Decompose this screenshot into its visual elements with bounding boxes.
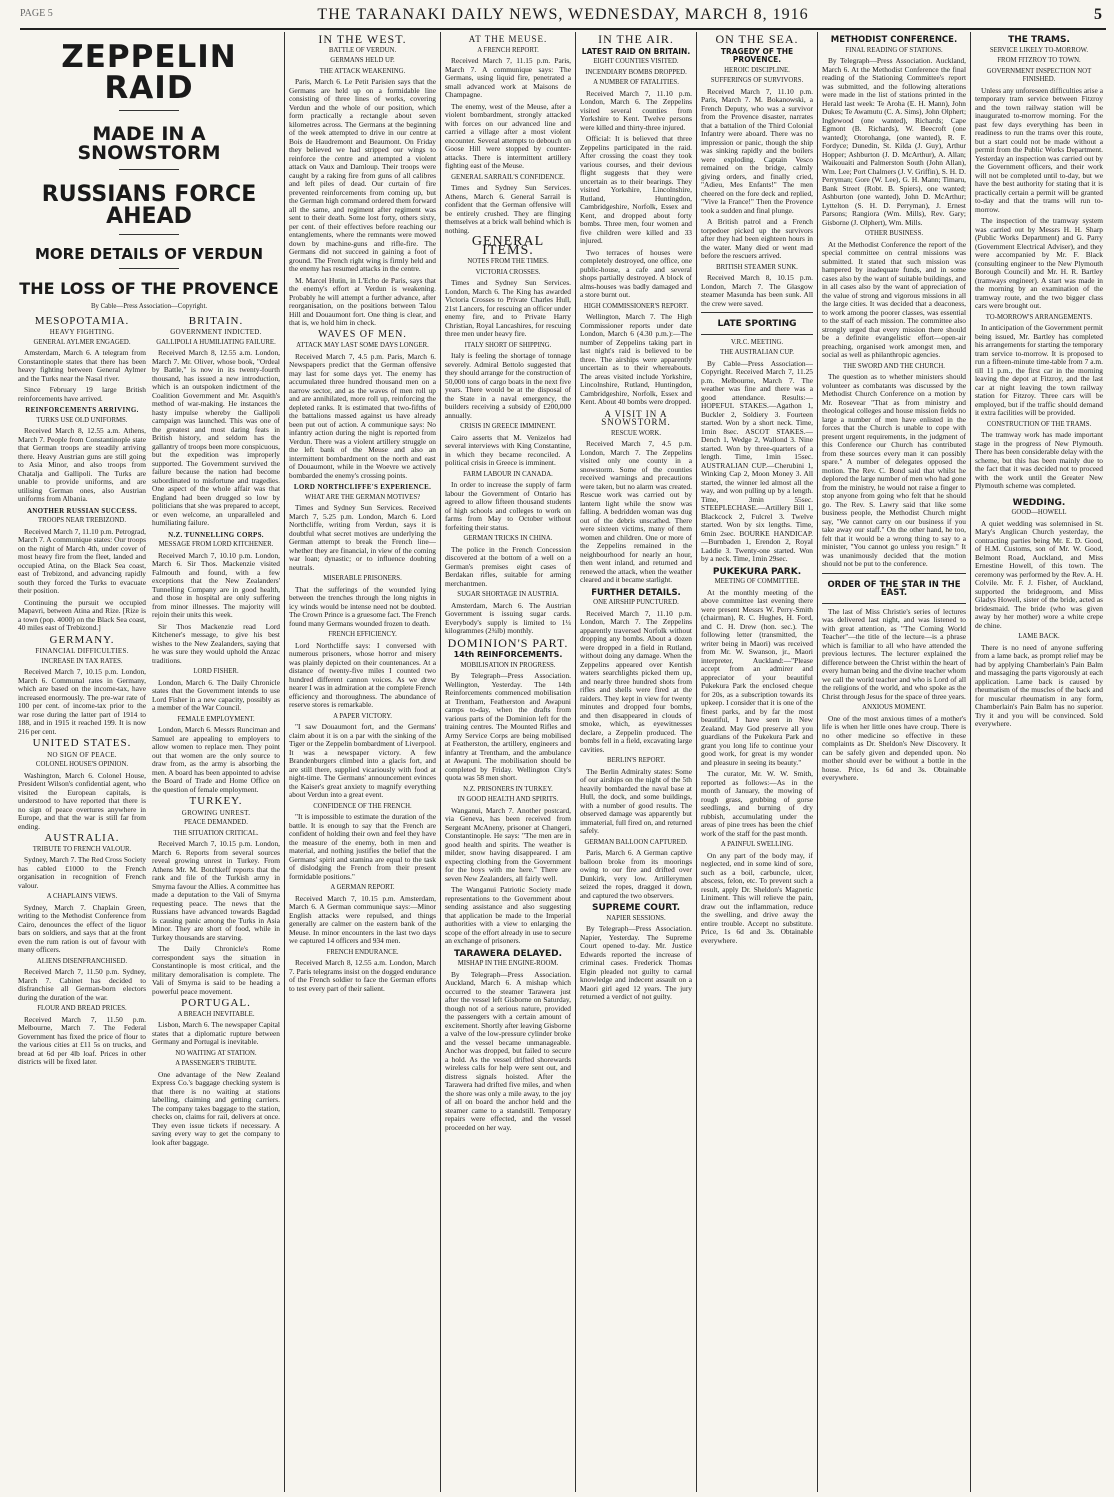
subhead: FINAL READING OF STATIONS.: [845, 46, 943, 54]
article-text: Sir Thos Mackenzie read Lord Kitchener's message, to give his best wishes to the New Zealanders, saying that he was sure they would uphold the Anzac traditions.: [152, 621, 280, 665]
subcol-left: [18, 314, 146, 1151]
article-text: One of the most anxious times of a mother's life is when her little ones have croup. There is no other medicine so effective in these complaints as Dr. Sheldon's New Discovery. It can be safely given and depended upon. No mother should ever be without a bottle in the house. Price, 1s 6d and 3s. Obtainable everywhere.: [822, 713, 966, 782]
article-text: Since February 19 large British reinforcements have arrived.: [18, 385, 146, 403]
column-rule: [970, 32, 971, 1492]
subhead: PEACE DEMANDED.: [184, 819, 248, 826]
article-text: The enemy, west of the Meuse, after a violent bombardment, strongly attacked with forces on our advanced line and carried a village after a most violent encounter. Several attempts to debouch on Goose Hill were stopped by counter-attacks. There is intermittent artillery fighting east of the Meuse.: [445, 101, 571, 170]
subhead: FARM LABOUR IN CANADA.: [463, 470, 553, 478]
article-text: Lisbon, March 6. The newspaper Capital states that a diplomatic rupture between Germany and Portugal is inevitable.: [152, 1020, 280, 1046]
subhead: CRISIS IN GREECE IMMINENT.: [460, 423, 556, 430]
byline: By Cable—Press Association—Copyright.: [90, 303, 208, 310]
subhead: INCENDIARY BOMBS DROPPED.: [585, 68, 687, 76]
subhead: COLONEL HOUSE'S OPINION.: [35, 761, 129, 768]
headline-snowstorm: MADE IN A SNOWSTORM: [77, 123, 221, 164]
article-text: "I saw Douaumont fort, and the Germans' claim about it is on a par with the sinking of the Tiger or the Zeppelin bombardment of Liverpool. It was a newspaper victory. A few Brandenburgers climbed into a glacis fort, and are still there, supplied vicariously with food at night-time. The Germans' announcement evinces the Kaiser's great anxiety to magnify everything about Verdun into a great event.: [289, 722, 436, 799]
subhead: NAPIER SESSIONS.: [606, 914, 666, 922]
subhead: FLOUR AND BREAD PRICES.: [37, 1005, 127, 1012]
subhead: A FRENCH REPORT.: [477, 46, 539, 54]
subhead: VICTORIA CROSSES.: [475, 268, 541, 276]
subhead: GERMAN BALLOON CAPTURED.: [584, 838, 688, 846]
article-text: In order to increase the supply of farm labour the Government of Ontario has agreed to allow fifteen thousand students of high schools and colleges to work on farms from May to October without forfeiting their status.: [445, 480, 571, 532]
article-text: Sydney, March 7. The Red Cross Society has cabled £1000 to the French organisation in recognition of French valour.: [18, 855, 146, 890]
article-text: "It is impossible to estimate the duration of the battle. It is enough to say that the French are confident of holding their own and feel they have the measure of the enemy, both in men and material, and nothing justifies the belief that the Germans' spirit and stamina are equal to the task of dislodging the French from their present formidable positions.": [289, 812, 436, 881]
subhead: SUPREME COURT.: [592, 903, 680, 913]
subhead: FRENCH ENDURANCE.: [326, 948, 399, 956]
masthead-corner: PAGE 5: [20, 8, 53, 19]
subhead: HEAVY FIGHTING.: [49, 328, 115, 336]
article-text: The last of Miss Christie's series of lectures was delivered last night, and was listened to with great attention, as "The Coming World Teacher"—the title of the lecture—is a phrase which is familiar to all who have attended the previous lectures. The lecturer explained the difference between the Christ within the heart of every human being and the divine teacher whom we call the world teacher and who is Lord of all the religions of the world, and who spoke as the Christ through Jesus for the space of three years.: [822, 606, 966, 701]
subhead: LATEST RAID ON BRITAIN.: [581, 46, 691, 56]
article-text: In anticipation of the Government permit being issued, Mr. Bartley has completed his arrangements for starting the temporary tram service to-morrow. It is proposed to run a fifteen-minute time-table from 7 a.m. till 11 p.m., the first car in the morning leaving the depot at Fitzroy, and the last car at night leaving the town railway station for Fitzroy. Three cars will be employed, but if the traffic should demand it extra facilities will be provided.: [975, 323, 1103, 417]
section-heading: WEDDING.: [1012, 497, 1066, 508]
subhead: 14th REINFORCEMENTS.: [453, 650, 563, 659]
subhead: MISHAP IN THE ENGINE-ROOM.: [457, 960, 559, 967]
article-text: Received March 8, 12.55 a.m. London, March 7. Paris telegrams insist on the dogged endurance of the French soldier to face the German efforts to test every part of their salient.: [289, 958, 436, 993]
article-text: Received March 7, 11.10 p.m. Petrograd, March 7. A communique states: Our troops on the night of March 4th, under cover of most heavy fire from the fleet, landed and occupied Atina, on the Black Sea coast, east of Trebizond, and advancing rapidly south they forced the Turks to evacuate their position.: [18, 526, 146, 595]
subhead: A PASSENGER'S TRIBUTE.: [175, 1060, 257, 1067]
col-methodist: [822, 32, 966, 1492]
article-text: Received March 7, 11.50 p.m. Sydney, March 7. Cabinet has decided to disfranchise all German-born electors during the duration of the war.: [18, 967, 146, 1002]
subhead: NO WAITING AT STATION.: [175, 1049, 257, 1057]
subhead: SERVICE LIKELY TO-MORROW.: [989, 46, 1089, 54]
subhead: HIGH COMMISSIONER'S REPORT.: [583, 302, 689, 310]
subhead: FRENCH EFFICIENCY.: [328, 631, 397, 638]
section-heading: DOMINION'S PART.: [447, 635, 569, 650]
subhead: THE SWORD AND THE CHURCH.: [842, 362, 946, 370]
subhead: A NUMBER OF FATALITIES.: [593, 79, 679, 86]
article-text: That the sufferings of the wounded lying between the trenches through the long nights in icy winds would be intense need not be doubted. The Crown Prince is a gruesome fact. The French found many Germans wounded frozen to death.: [289, 584, 436, 628]
subhead: TO-MORROW'S ARRANGEMENTS.: [985, 313, 1093, 321]
australia-heading: AUSTRALIA.: [44, 832, 120, 844]
article-text: At the Methodist Conference the report of the special committee on central missions was submitted. It stated that such mission was hampered by inadequate funds, and in some cases also by the want of suitable buildings, and in all cases also by the want of appreciation of the value of strong and vigorous missions in all the large cities. It was decided that a deaconess, to work among the poorer classes, was essential to the staff of each mission. The committee also strongly urged that every mission there should be a definite evangelistic effort—open-air preaching, organised work amongst men, and social as well as philanthropic agencies.: [822, 239, 966, 359]
subhead: THE ATTACK WEAKENING.: [319, 67, 406, 75]
subhead: MESSAGE FROM LORD KITCHENER.: [158, 541, 274, 548]
col-meuse: [445, 32, 571, 1492]
subhead: SUFFERINGS OF SURVIVORS.: [710, 77, 804, 84]
article-text: The question as to whether ministers should volunteer as combatants was discussed by the Methodist Church Conference on a motion by Mr. Rosevear "That as from ministry and theological colleges and house mission fields no large a number of men have enlisted in the forces that the Church is unable to cope with present urgent requirements, in the judgment of this Conference our Church has contributed from these sources every man it can possibly spare." A number of delegates opposed the motion. The Rev. C. Bond said that whilst he deplored the large number of men who had gone from the ministry, he would not raise a finger to stop anyone from going who felt that he should go. The Rev. S. Lawry said that like some business people, the Methodist Church might say, "We cannot carry on our business if you take away our staff." On the other hand, he too, felt that it would be a wrong thing to say to a minister, "You cannot go unless you resign." It was unanimously decided that the motion should not be put to the conference.: [822, 372, 966, 568]
article-text: Received March 7, 4.5 p.m. Paris, March 6. Newspapers predict that the German offensive may last for some days yet. The enemy has accumulated three hundred thousand men on a narrow sector, and as the waves of men roll up and are annihilated, more roll up, reinforcing the depleted ranks. It is estimated that two-fifths of the battalions massed against us have already been put out of action. A communique says: No infantry action during the night is reported from Verdun. There was a violent artillery struggle on the left bank of the Meuse and also an intermittent bombardment on the north and east of Douaumont, while in the Woevre we actively bombarded the enemy's crossing points.: [289, 351, 436, 480]
article-text: Received March 7, 10.15 p.m. Amsterdam, March 6. A German communique says:—Minor English attacks were repulsed, and things generally are calmer on the eastern bank of the Meuse. In minor encounters in the last two days we captured 14 officers and 934 men.: [289, 893, 436, 945]
article-text: London, March 6. The Daily Chronicle states that the Government intends to use Lord Fisher in a new capacity, possibly as a member of the War Council.: [152, 677, 280, 712]
article-text: Times and Sydney Sun Services. Received March 7, 5.25 p.m. London, March 6. Lord Northcliffe, writing from Verdun, says it is doubtful what secret motives are underlying the German attempt to break the French line—whether they are financial, in view of the coming war loan; dynastic; or to influence doubting neutrals.: [289, 503, 436, 572]
subhead: ANXIOUS MOMENT.: [862, 704, 926, 711]
masthead: [20, 6, 1106, 30]
column-rule: [284, 32, 285, 1492]
subhead: REINFORCEMENTS ARRIVING.: [25, 406, 139, 414]
subhead: GENERAL AYLMER ENGAGED.: [33, 338, 131, 346]
subhead: RESCUE WORK.: [610, 429, 662, 437]
subhead: PUKEKURA PARK.: [712, 566, 802, 577]
article-text: Received March 7, 10.15 p.m. London, March 6. Reports from several sources reveal growing unrest in Turkey. From Athens Mr. M. Botchkeff reports that the rank and file of the Turkish army in Smyrna favour the Allies. A committee has made a deputation to the Vali of Smyrna requesting peace. The news that the Russians have advanced towards Bagdad is causing panic among the Turks in Asia Minor. They are short of food, while in Turkey thousands are starving.: [152, 839, 280, 942]
article-text: By Telegraph—Press Association. Auckland, March 6. At the Methodist Conference the final reading of the Stationing Committee's report was submitted, and the following alterations were made in the list of stations printed in the Herald last week: Te Aroha (E. H. Mann), John Dukes; Te Awamutu (C. A. Sims), John Olphert; Inglewood (one wanted), Richards; Cape Egmont (B. Richards), W. Beecroft (one wanted); Otorohanga, (one wanted), R. F. Fordyce; Dunedin, St. Kilda (J. Guy), Arthur Hopper; Ashburton (J. D. McArthur), A. Allan; Waikouaiti and Palmerston South (John Allan), Wm. Lee; Port Chalmers (J. V. Griffin), S. H. D. Perryman; Gore (W. Lee), G. H. Mann; Timaru, Bank Street (Robt. B. Spiers), one wanted; Ashburton (one wanted), John D. McArthur; Lyttelton (S. H. D. Perryman), J. Ernest Parsons; Rangiora (Wm. Mills), Rev. Gary; Gisborne (J. Olphert), Wm. Mills.: [822, 56, 966, 227]
col-air: [580, 32, 692, 1492]
subhead: GROWING UNREST.: [181, 808, 251, 817]
article-text: By Telegraph—Press Association. Wellington, Yesterday. The 14th Reinforcements commenced mobilisation at Trentham, Featherston and Awapuni camps to-day, when the drafts from various parts of the Dominion left for the training centres. The Mounted Rifles and Army Service Corps are being mobilised at Featherston, the artillery, engineers and infantry at Trentham, and the ambulance at Awapuni. The mobilisation should be completed by Friday. Wellington City's quota was 58 men short.: [445, 671, 571, 782]
newspaper-title: THE TARANAKI DAILY NEWS, WEDNESDAY, MARCH 8, 1916: [317, 6, 809, 23]
article-text: Amsterdam, March 6. A telegram from Constantinople states that there has been heavy fighting between General Aylmer and the Turks near the Nasal river.: [18, 348, 146, 383]
article-text: A quiet wedding was solemnised in St. Mary's Anglican Church yesterday, the contracting parties being Mr. E. D. Good, of H.M. Customs, son of Mr. W. Good, Belmont Road, Auckland, and Miss Ernestine Howell, of this town. The ceremony was performed by the Rev. A. H. Colvile. Mr. F. J. Fisher, of Auckland, supported the bridegroom, and Miss Gladys Howell, sister of the bride, acted as bridesmaid. The bride (who was given away by her mother) wore a white crepe de chine.: [975, 518, 1103, 630]
subhead: CONFIDENCE OF THE FRENCH.: [313, 802, 412, 810]
section-heading: IN THE WEST.: [318, 32, 407, 46]
subhead: ITALY SHORT OF SHIPPING.: [464, 341, 552, 349]
subhead: A GERMAN REPORT.: [330, 884, 395, 891]
article-text: On any part of the body may, if neglected, end in some kind of sore, such as a boil, carbuncle, ulcer, abscess, felon, etc. To prevent such a result, apply Dr. Sheldon's Magnetic Liniment. This will relieve the pain, draw out the inflammation, reduce the swelling, and drive away the entire trouble. Accept no substitute. Price, 1s 6d and 3s. Obtainable everywhere.: [701, 850, 813, 945]
britain-heading: BRITAIN.: [188, 314, 244, 327]
article-text: Unless any unforeseen difficulties arise a temporary tram service between Fitzroy and the town railway station will be inaugurated to-morrow morning. For the past few days everything has been in readiness to run the trams over this route, but a start could not be made without a permit from the Public Works Department. Yesterday an inspection was carried out by the Government officers, and their work will not be completed until to-day, but we have the best authority for stating that it is practically certain a permit will be granted to-day and that the trams will run to-morrow.: [975, 85, 1103, 214]
subhead: ALIENS DISENFRANCHISED.: [36, 957, 128, 965]
subcol-right: [152, 314, 280, 1151]
subhead: WHAT ARE THE GERMAN MOTIVES?: [304, 493, 421, 501]
article-text: Received March 7, 10.15 p.m. London, March 6. Communal rates in Germany, which are based on the income-tax, have increased enormously. The pre-war rate of 100 per cent. of income-tax prior to the war rose during the latter part of 1914 to 188, and in 1915 it reached 199. It is now 216 per cent.: [18, 667, 146, 736]
article-text: Continuing the pursuit we occupied Mapavri, between Atina and Rize. [Rize is a town (pop. 4000) on the Black Sea coast, 40 miles east of Trebizond.]: [18, 597, 146, 632]
subhead: OTHER BUSINESS.: [864, 230, 924, 237]
article-text: Received March 7, 4.5 p.m. London, March 7. The Zeppelins visited only one county in a snowstorm. Some of the counties received warnings and precautions were taken, but no alarm was created. Rescue work was carried out by lantern light while the snow was falling. A bedridden woman was dug out of the debris unscathed. There were sixteen victims, many of them women and children. One or more of the Zeppelins remained in the neighbourhood for nearly an hour, then went inland, and returned and renewed the attack, when the weather cleared and it became starlight.: [580, 439, 692, 584]
subhead: LORD NORTHCLIFFE'S EXPERIENCE.: [293, 483, 432, 491]
article-text: By Cable—Press Association—Copyright. Received March 7, 11.25 p.m. Melbourne, March 7. The weather was fine and there was a good attendance. Results:— HOPEFUL STAKES.—Agathon 1, Buckler 2, Soldiery 3. Fourteen started. Won by a short neck. Time, 1min 8sec. ASCOT STAKES.—Dench 1, Wedge 2, Wallond 3. Nine started. Won by three-quarters of a length. Time, 1min 15sec. AUSTRALIAN CUP.—Cherubini 1, Winking Cap 2, Moon Money 3. All started, the winner led almost all the way, and won pulling up by a length. Time, 3min 55sec. STEEPLECHASE.—Artillery Bill 1, Blackcock 2, Fulcrel 3. Twelve started. Won by six lengths. Time, 6min 2sec. BOURKE HANDICAP.—Burnbaden 1, Erendon 2, Royal Laddie 3. Twenty-one started. Won by a neck. Time, 1min 29sec.: [701, 358, 813, 563]
subhead: INCREASE IN TAX RATES.: [41, 657, 123, 665]
article-text: The Berlin Admiralty states: Some of our airships on the night of the 5th heavily bombarded the naval base at Hull, the dock, and some buildings, with a number of good results. The observed damage was apparently but immaterial, full fired on, and returned safely.: [580, 766, 692, 835]
article-text: Times and Sydney Sun Services. London, March 6. The King has awarded Victoria Crosses to Private Charles Hull, 21st Lancers, for rescuing an officer under enemy fire, and to Private Harry Christian, Royal Lancashires, for rescuing three men under heavy fire.: [445, 278, 571, 338]
us-heading: UNITED STATES.: [32, 737, 132, 749]
article-text: Lord Northcliffe says: I conversed with numerous prisoners, whose horror and misery was plainly depicted on their countenances. At a distance of twenty-five miles I counted two hundred different cannon voices. As we drew nearer I was in admiration at the complete French efficiency and thoroughness. The abundance of reserve stores is remarkable.: [289, 640, 436, 709]
article-text: Received March 7, 11.50 p.m. Melbourne, March 7. The Federal Government has fixed the price of flour to the various cities at £11 5s on trucks, and bread at 6d per 4lb loaf. Prices in other districts will be fixed later.: [18, 1014, 146, 1066]
article-text: Washington, March 6. Colonel House, President Wilson's confidential agent, who visited the European capitals, is understood to have reported that there is no sign of peace overtures anywhere in Europe, and that the war is still far from ending.: [18, 770, 146, 831]
subhead: THE AUSTRALIAN CUP.: [720, 349, 794, 356]
article-text: Received March 7, 11.10 p.m. London, March 7. The Zeppelins apparently traversed Norfolk without dropping any bombs. About a dozen were dropped in a field in Rutland, without doing any damage. When the Zeppelins appeared over Kentish waters searchlights picked them up, and nearly three hundred shots from rifles and shells were fired at the raiders. They kept in view for twenty minutes and dropped four bombs, and then disappeared in clouds of smoke, which, as eyewitnesses declare, a Zeppelin produced. The bombs fell in a field, excavating large cavities.: [580, 608, 692, 754]
section-heading: WAVES OF MEN.: [318, 328, 407, 340]
section-heading: LATE SPORTING: [717, 319, 797, 329]
headline-zeppelin: ZEPPELIN RAID: [61, 39, 237, 106]
subhead: FURTHER DETAILS.: [591, 587, 681, 598]
article-text: The police in the French Concession discovered at the bottom of a well on a German's premises eight cases of Berdakan rifles, suitable for arming merchantmen.: [445, 544, 571, 588]
column-rule: [817, 32, 818, 1492]
turkey-heading: TURKEY.: [189, 795, 243, 807]
subhead: BATTLE OF VERDUN.: [328, 46, 397, 54]
article-text: Received March 8, 12.55 a.m. London, March 7. Mr. Oliver, whose book, "Ordeal by Battle," is now in its twenty-fourth thousand, has issued a new introduction, which is an outspoken indictment of the Coalition Government and Mr. Asquith's method of war-making. He instances the hasty impulse whereby the Gallipoli campaign was launched. This was one of the greatest and most daring feats in British history, and seldom has the gallantry of troops been more conspicuous, but the expedition was improperly supported. The Government survived the failure because the nation had become subordinated to misfortune and tragedies. One aspect of the whole affair was that England had been drugged so low by politicians that she was prepared to accept, or even welcome, an unparalleled and humiliating failure.: [152, 348, 280, 527]
subhead: FEMALE EMPLOYMENT.: [177, 715, 255, 723]
germany-heading: GERMANY.: [49, 633, 115, 646]
subhead: GOVERNMENT INSPECTION NOT FINISHED.: [986, 67, 1092, 83]
subhead: LAME BACK.: [1018, 633, 1060, 640]
subhead: MEETING OF COMMITTEE.: [714, 578, 800, 585]
section-heading: METHODIST CONFERENCE.: [830, 35, 958, 45]
article-text: London, March 6. Messrs Runciman and Samuel are appealing to employers to allow women to replace men. They point out that women are the only source to draw from, as the army is absorbing the men. A board has been appointed to advise the Board of Trade and Home Office on the question of female employment.: [152, 725, 280, 794]
article-text: Received March 7, 11.10 p.m. London, March 6. The Zeppelins visited several counties from Yorkshire to Kent. Twelve persons were killed and thirty-three injured.: [580, 88, 692, 132]
subhead: BERLIN'S REPORT.: [606, 757, 666, 764]
subhead: NO SIGN OF PEACE.: [47, 750, 117, 759]
subhead: GERMAN TRICKS IN CHINA.: [463, 535, 553, 542]
subhead: MISERABLE PRISONERS.: [323, 575, 402, 582]
article-text: Received March 7, 10.10 p.m. London, March 6. Sir Thos. Mackenzie visited Falmouth and found, with a few exceptions that the New Zealanders' Tunnelling Company are in good health, and those in hospital are only suffering from minor illnesses. The majority will rejoin their units this week.: [152, 550, 280, 619]
article-text: Received March 7, 11.15 p.m. Paris, March 7. A communique says: The Germans, using liquid fire, penetrated a small advanced work at Maisons de Champagne.: [445, 56, 571, 99]
subhead: TARAWERA DELAYED.: [453, 948, 562, 959]
subhead: ATTACK MAY LAST SOME DAYS LONGER.: [296, 342, 429, 349]
headline-verdun: MORE DETAILS OF VERDUN: [34, 245, 264, 263]
subhead: MOBILISATION IN PROGRESS.: [460, 661, 556, 669]
subhead: EIGHT COUNTIES VISITED.: [593, 58, 679, 65]
subhead: FROM FITZROY TO TOWN.: [997, 57, 1081, 64]
subhead: V.R.C. MEETING.: [730, 338, 784, 346]
article-text: At the monthly meeting of the above committee last evening there were present Messrs W. Perry-Smith (chairman), R. C. Hughes, H. Ford, and C. H. Drew (hon. sec.). The following letter (transmitted, the writer being in Maori) was received from Mr. W. Swanson, jr., Maori interpreter, Auckland:—"Please accept from an admirer and appreciator of your beautiful Pukekura Park the enclosed cheque for 20s, as a subscription towards its upkeep. I consider that it is one of the finest parks, and by far the most beautiful, I have seen in New Zealand. May God preserve all you guardians of the Pukekura Park and grant you long life to continue your good work, for great is my wonder and pleasure in seeing its beauty.": [701, 587, 813, 767]
portugal-heading: PORTUGAL.: [181, 997, 251, 1009]
subhead: NOTES FROM THE TIMES.: [467, 258, 549, 265]
article-text: One advantage of the New Zealand Express Co.'s baggage checking system is that there is no waiting at stations labelling, claiming and getting carriers. The company takes baggage to the station, checks on, claims for rail, delivers at once. They even issue tickets if necessary. A saving every way to get the company to look after baggage.: [152, 1069, 280, 1147]
subhead: SUGAR SHORTAGE IN AUSTRIA.: [457, 591, 559, 598]
column-rule: [575, 32, 576, 1492]
section-heading: GENERAL ITEMS.: [471, 234, 545, 258]
article-text: The Wanganui Patriotic Society made representations to the Government about sending assistance and also suggesting that application be made to the Imperial authorities with a view to enlarging the scope of the effort already in use to secure an exchange of prisoners.: [445, 885, 571, 945]
article-text: Received March 8, 10.15 p.m. London, March 7. The Glasgow steamer Masunda has been sunk. All the crew were saved.: [701, 273, 813, 308]
article-text: The curator, Mr. W. W. Smith, reported as follows:—As in the month of January, the mowing of rough grass, grubbing of gorse seedlings, and burning of dry rubbish, accumulating under the areas of pine trees has been the chief work of the staff for the past month.: [701, 769, 813, 838]
meso-heading: MESOPOTAMIA.: [34, 314, 130, 327]
col-trams: [975, 32, 1103, 1492]
article-text: There is no need of anyone suffering from a lame back, as prompt relief may be had by applying Chamberlain's Pain Balm and massaging the parts vigorously at each application. Lame back is caused by rheumatism of the muscles of the back and for muscular rheumatism in any form, Chamberlain's Pain Balm has no superior. Try it and you will be convinced. Sold everywhere.: [975, 642, 1103, 728]
article-text: Paris, March 6. A German captive balloon broke from its moorings owing to our fire and drifted over Dunkirk, very low. Artillerymen seized the ropes, dragged it down, and captured the two observers.: [580, 848, 692, 900]
col-sea: [701, 32, 813, 1492]
column-rule: [440, 32, 441, 1492]
section-heading: A VISIT IN A SNOWSTORM.: [601, 408, 671, 427]
article-text: Cairo asserts that M. Venizelos had several interviews with King Constantine, in which they became reconciled. A political crisis in Greece is imminent.: [445, 432, 571, 467]
article-text: The inspection of the tramway system was carried out by Messrs H. H. Sharp (Public Works Department) and G. Parry (Government Electrical Adviser), and they were accompanied by Mr. F. Black (consulting engineer to the New Plymouth Borough Council) and Mr. H. R. Bartley (tramways engineer). A start was made in the morning by an examination of the tramway route, and the two bigger class cars were brought out.: [975, 216, 1103, 310]
subhead: A PAPER VICTORY.: [333, 712, 392, 720]
subhead: A CHAPLAIN'S VIEWS.: [46, 893, 118, 900]
headline-russians: RUSSIANS FORCE AHEAD: [41, 182, 257, 229]
subhead: FINANCIAL DIFFICULTIES.: [35, 647, 129, 655]
subhead: CONSTRUCTION OF THE TRAMS.: [986, 420, 1092, 428]
article-text: The Daily Chronicle's Rome correspondent says the situation in Constantinople is most critical, and the military demoralisation is complete. The Vali of Smyrna is said to be heading a powerful peace movement.: [152, 944, 280, 996]
subhead: TRAGEDY OF THE PROVENCE.: [720, 46, 794, 64]
section-heading: ORDER OF THE STAR IN THE EAST.: [827, 579, 961, 598]
col-west: [289, 32, 436, 1492]
article-text: By Telegraph—Press Association. Auckland, March 6. A mishap which occurred to the steamer Tarawera just after the vessel left Gisborne on Saturday, though not of a serious nature, provided the passengers with a certain amount of excitement. Shortly after leaving Gisborne a valve of the low-pressure cylinder broke and the vessel became unmanageable. Anchor was dropped, but failed to secure a hold. As the vessel drifted shorewards wireless calls for help were sent out, and distress signals hoisted. After the Tarawera had drifted five miles, and when the shore was only a mile away, to the joy of all on board the anchor held and the steamer came to a standstill. Temporary repairs were effected, and the vessel proceeded on her way.: [445, 969, 571, 1132]
subhead: TURKS USE OLD UNIFORMS.: [36, 416, 128, 424]
article-text: Wellington, March 7. The High Commissioner reports under date London, March 6 (4.30 p.m.):—The number of Zeppelins taking part in last night's raid is believed to be three. The airships were apparently uncertain as to their whereabouts. The areas visited include Yorkshire, Lincolnshire, Rutland, Huntingdon, Cambridgeshire, Norfolk, Essex and Kent. About 40 bombs were dropped.: [580, 312, 692, 406]
column-rule: [696, 32, 697, 1492]
section-heading: AT THE MEUSE.: [468, 34, 548, 44]
subhead: IN GOOD HEALTH AND SPIRITS.: [457, 796, 559, 803]
subhead: ONE AIRSHIP PUNCTURED.: [593, 599, 679, 606]
subhead: GOVERNMENT INDICTED.: [170, 328, 262, 336]
section-heading: ON THE SEA.: [715, 32, 799, 46]
article-text: Amsterdam, March 6. The Austrian Government is issuing sugar cards. Everybody's supply is limited to 1¼ kilogrammes (2¾lb) monthly.: [445, 600, 571, 635]
subhead: TROOPS NEAR TREBIZOND.: [37, 517, 127, 524]
subhead: N.Z. TUNNELLING CORPS.: [168, 530, 264, 539]
subhead: N.Z. PRISONERS IN TURKEY.: [463, 785, 553, 793]
subhead: TRIBUTE TO FRENCH VALOUR.: [32, 845, 132, 853]
col-lead: [18, 32, 280, 1492]
subhead: A BREACH INEVITABLE.: [177, 1010, 255, 1018]
article-text: M. Marcel Hutin, in L'Echo de Paris, says that the enemy's effort at Verdun is weakening. Probably he will attempt a further advance, after reorganisation, on the positions between Talou Hill and Douaumont fort. One thing is clear, and that is, we hold him in check.: [289, 275, 436, 327]
subhead: GENERAL SARRAIL'S CONFIDENCE.: [451, 173, 565, 181]
subhead: ANOTHER RUSSIAN SUCCESS.: [26, 506, 138, 515]
section-heading: THE TRAMS.: [1008, 35, 1070, 45]
headline-provence: THE LOSS OF THE PROVENCE: [19, 279, 279, 298]
subhead: LORD FISHER.: [193, 668, 239, 675]
subhead: BRITISH STEAMER SUNK.: [716, 263, 798, 271]
page-number: 5: [1094, 6, 1102, 23]
article-text: Paris, March 6. Le Petit Parisien says that the Germans are held up on a formidable line consisting of three lines of works, covering Verdun and the whole of our position, which form practically a rectangle about seven kilometres across. The Germans at the beginning of the week attempted to drive in our centre at Bois de Haudremont and Beaumont. On Friday they believed we had stripped our wings to reinforce the centre and attempted a violent attack on Vaux and Damloup. Their troops were caught by a raking fire from guns of all calibres and left piles of dead. Our curtain of fire prevented reinforcements from coming up, but the German high command ordered them forward all the same, and regiment after regiment was sent to their death. Some lost forty, others sixty, per cent. of their effectives before reaching our entanglements, where the remnants were mowed down by machine-guns and rifle-fire. The Germans did not succeed in gaining a foot of ground. The French right wing is firmly held and the enemy has resumed attacks in the centre.: [289, 77, 436, 273]
article-text: By Telegraph—Press Association. Napier, Yesterday. The Supreme Court opened to-day. Mr. Justice Edwards reported the increase of criminal cases. Frederick Thomas Elgin pleaded not guilty to carnal knowledge and indecent assault on a Maori girl aged 12 years. The jury returned a verdict of not guilty.: [580, 924, 692, 1001]
article-text: Two terraces of houses were completely destroyed, one office, one public-house, a cafe and several shops partially destroyed. A block of alms-houses was badly damaged and a store burnt out.: [580, 247, 692, 299]
article-text: The tramway work has made important stage in the progress of New Plymouth. There has been considerable delay with the scheme, but this has been mainly due to the fact that it was decided not to proceed with the work until the Greater New Plymouth scheme was completed.: [975, 430, 1103, 490]
subhead: HEROIC DISCIPLINE.: [724, 66, 790, 74]
subhead: A PAINFUL SWELLING.: [720, 841, 794, 848]
article-text: Sydney, March 7. Chaplain Green, writing to the Methodist Conference from Cairo, denounces the effect of the liquor bars on soldiers, and says that at the front even the rum ration is out of favour with many officers.: [18, 902, 146, 954]
article-text: Times and Sydney Sun Services. Athens, March 6. General Sarrail is confident that the German offensive will be entirely crushed. They are flinging themselves at a brick wall behind which is nothing.: [445, 183, 571, 235]
article-text: Received March 7, 11.10 p.m. Paris, March 7. M. Bokanowski, a French Deputy, who was a survivor from the Provence disaster, narrates that a battalion of the Third Colonial Infantry were aboard. There was no impression or panic, though the ship was sinking rapidly and the boilers were exploding. Captain Vesco remained on the bridge, calmly giving orders, and finally cried, "Adieu, Mes Enfants!" The men cheered on the fore deck and replied, "Vive la France!" Then the Provence took a sudden and final plunge.: [701, 86, 813, 215]
section-heading: IN THE AIR.: [598, 32, 674, 46]
subhead: GERMANS HELD UP.: [330, 57, 395, 64]
article-text: A British patrol and a French torpedoer picked up the survivors after they had been eighteen hours in the water. Many died or went mad before the rescuers arrived.: [701, 217, 813, 260]
subhead: GOOD—HOWELL: [1011, 509, 1067, 516]
article-text: Official: It is believed that three Zeppelins participated in the raid. After crossing the coast they took various courses, and their devious flight suggests that they were uncertain as to their bearings. They visited Yorkshire, Lincolnshire, Rutland, Huntingdon, Cambridgeshire, Norfolk, Essex and Kent, and dropped about forty bombs. Three men, four women and five children were killed and 33 injured.: [580, 134, 692, 245]
article-text: Received March 8, 12.55 a.m. Athens, March 7. People from Constantinople state that German troops are steadily arriving there. Heavy Austrian guns are still going to Asia Minor, and also troops from Chatalja and Gallipoli. The Turks are unable to provide uniforms, and are utilising German ones, also Austrian uniforms from Albania.: [18, 426, 146, 503]
article-text: Italy is feeling the shortage of tonnage severely. Admiral Bettolo suggested that they should arrange for the construction of 50,000 tons of cargo boats in the next five years. There would be at the disposal of the State in a naval emergency, the builders receiving a subsidy of £200,000 annually.: [445, 351, 571, 420]
article-text: Wanganui, March 7. Another postcard, via Geneva, has been received from Sergeant McAneny, prisoner at Changeri, Constantinople. He says: "The men are in good health and spirits. The weather is milder, snow having disappeared. I am expecting clothing from the Government for the boys with me here." There are seven New Zealanders, all fairly well.: [445, 805, 571, 883]
subhead: THE SITUATION CRITICAL.: [173, 829, 259, 837]
subhead: GALLIPOLI A HUMILIATING FAILURE.: [156, 338, 276, 346]
